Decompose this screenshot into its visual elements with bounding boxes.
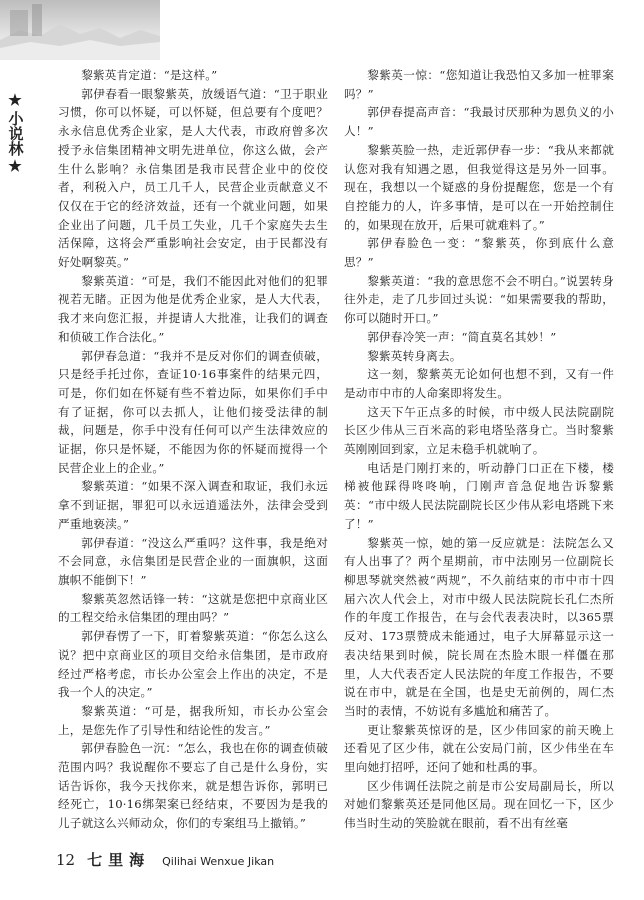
- paragraph: 郭伊春冷笑一声：“简直莫名其妙！”: [367, 329, 557, 344]
- paragraph: 更让黎紫英惊讶的是，区少伟回家的前天晚上还看见了区少伟，就在公安局门前，区少伟坐在车里向她打招呼，还问了她和杜禹的事。: [344, 722, 614, 775]
- paragraph: 黎紫英忽然话锋一转：“这就是您把中京商业区的工程交给永信集团的理由吗？”: [58, 591, 328, 625]
- paragraph: 黎紫英一惊，她的第一反应就是：法院怎么又有人出事了？两个星期前，市中法刚另一位副院长柳思琴就突然被“两规”，不久前结束的市中市十四届六次人代会上，对市中级人民法院院长孔仁杰所作的年度工作报告，在与会代表表决时，以365票反对、173票赞成未能通过，电子大屏幕显示这一表决结果到时候，院长周在杰脸木眼一样僵在那里，人大代表否定人民法院的年度工作报告，不要说在市中，就是在全国，也是史无前例的，周仁杰当时的表情，不妨说有多尴尬和痛苦了。: [344, 535, 614, 718]
- magazine-title: 七里海: [87, 851, 151, 869]
- page-footer: [56, 849, 616, 869]
- paragraph: 郭伊春道：“没这么严重吗？这件事，我是绝对不会同意，永信集团是民营企业的一面旗帜，这面旗帜不能倒下！”: [58, 535, 328, 587]
- paragraph: 郭伊春脸色一沉：“怎么，我也在你的调查侦破范围内吗？我说醒你不要忘了自己是什么身份，实话告诉你，我今天找你来，就是想告诉你，郭明已经死亡，10·16绑架案已经结束，不要因为是我的儿子就这么兴师动众，你们的专案组马上撤销。”: [58, 741, 328, 831]
- paragraph: 黎紫英道：“如果不深入调查和取证，我们永远拿不到证据，罪犯可以永远逍遥法外，法律会受到严重地亵渎。”: [58, 479, 328, 531]
- paragraph: 黎紫英道：“可是，据我所知，市长办公室会上，是您先作了引导性和结论性的发言。”: [58, 703, 328, 737]
- paragraph: 郭伊春提高声音：“我最讨厌那种为恩负义的小人！”: [344, 105, 614, 139]
- paragraph: 黎紫英肯定道：“是这样。”: [81, 68, 218, 82]
- paragraph: 郭伊春急道：“我并不是反对你们的调查侦破，只是经手托过你，查证10·16事案件的结果元四，可是，你们如在怀疑有些不着边际，如果你们手中有了证据，你可以去抓人，让他们接受法律的制裁，问题是，你手中没有任何可以产生法律效应的证据，你只是怀疑，不能因为你的怀疑而搅得一个民营企业上的企业。”: [58, 348, 328, 475]
- scenery-banner-art: [0, 0, 160, 60]
- section-name: 小说林: [6, 111, 25, 156]
- paragraph: 郭伊春脸色一变：“黎紫英，你到底什么意思？”: [344, 236, 614, 270]
- paragraph: 郭伊春看一眼黎紫英，放缓语气道：“卫于职业习惯，你可以怀疑，可以怀疑，但总要有个度吧？永永信息优秀企业家，是人大代表，市政府曾多次授予永信集团精神文明先进单位，你这么做，会产生什么影响？永信集团是我市民营企业中的佼佼者，利税入户，员工几千人，民营企业贡献意义不仅仅在于它的经济效益，还有一个就业问题，如果企业出了问题，几千员工失业，几千个家庭失去生活保障，这将会严重影响社会安定，由于民都没有好处啊黎英。”: [58, 86, 328, 270]
- paragraph: 郭伊春愣了一下，盯着黎紫英道：“你怎么这么说？把中京商业区的项目交给永信集团，是市政府经过严格考虑，市长办公室会上作出的决定，不是我一个人的决定。”: [58, 629, 328, 700]
- paragraph: 黎紫英转身离去。: [367, 348, 462, 363]
- magazine-latin-title: Qilihai Wenxue Jikan: [162, 855, 275, 868]
- paragraph: 黎紫英一惊：“您知道让我恐怕又多加一桩罪案吗？”: [344, 68, 614, 101]
- star-icon: ★: [8, 91, 22, 109]
- paragraph: 区少伟调任法院之前是市公安局副局长，所以对她们黎紫英还是同他区局。现在回忆一下，区少伟当时生动的笑脸就在眼前，看不出有丝毫: [344, 778, 614, 831]
- section-label: [4, 92, 26, 175]
- header-scenery-banner: [0, 0, 160, 60]
- page-number: 12: [56, 851, 76, 869]
- paragraph: 电话是门刚打来的，听动静门口正在下楼，楼梯被他踩得咚咚响，门刚声音急促地告诉黎紫英：“市中级人民法院副院长区少伟从彩电塔跳下来了！”: [344, 460, 614, 531]
- paragraph: 这一刻，黎紫英无论如何也想不到，又有一件是动市中市的人命案即将发生。: [344, 367, 614, 400]
- paragraph: 黎紫英道：“我的意思您不会不明白。”说罢转身往外走，走了几步回过头说：“如果需要我的帮助，你可以随时开口。”: [344, 273, 614, 326]
- article-column-left: [58, 66, 328, 833]
- article-column-right: [344, 66, 614, 833]
- paragraph: 这天下午正点多的时候，市中级人民法院副院长区少伟从三百米高的彩电塔坠落身亡。当时黎紫英刚刚回到家，立足未稳手机就响了。: [344, 404, 614, 457]
- paragraph: 黎紫英脸一热，走近郭伊春一步：“我从来都就认您对我有知遇之恩，但我觉得这是另外一回事。现在，我想以一个疑惑的身份提醒您，您是一个有自控能力的人，许多事情，是可以在一开始控制住的，如果现在放开，后果可就难料了。”: [344, 142, 614, 232]
- paragraph: 黎紫英道：“可是，我们不能因此对他们的犯罪视若无睹。正因为他是优秀企业家，是人大代表，我才来向您汇报，并提请人大批准，让我们的调查和侦破工作合法化。”: [58, 273, 328, 344]
- star-icon: ★: [8, 157, 22, 175]
